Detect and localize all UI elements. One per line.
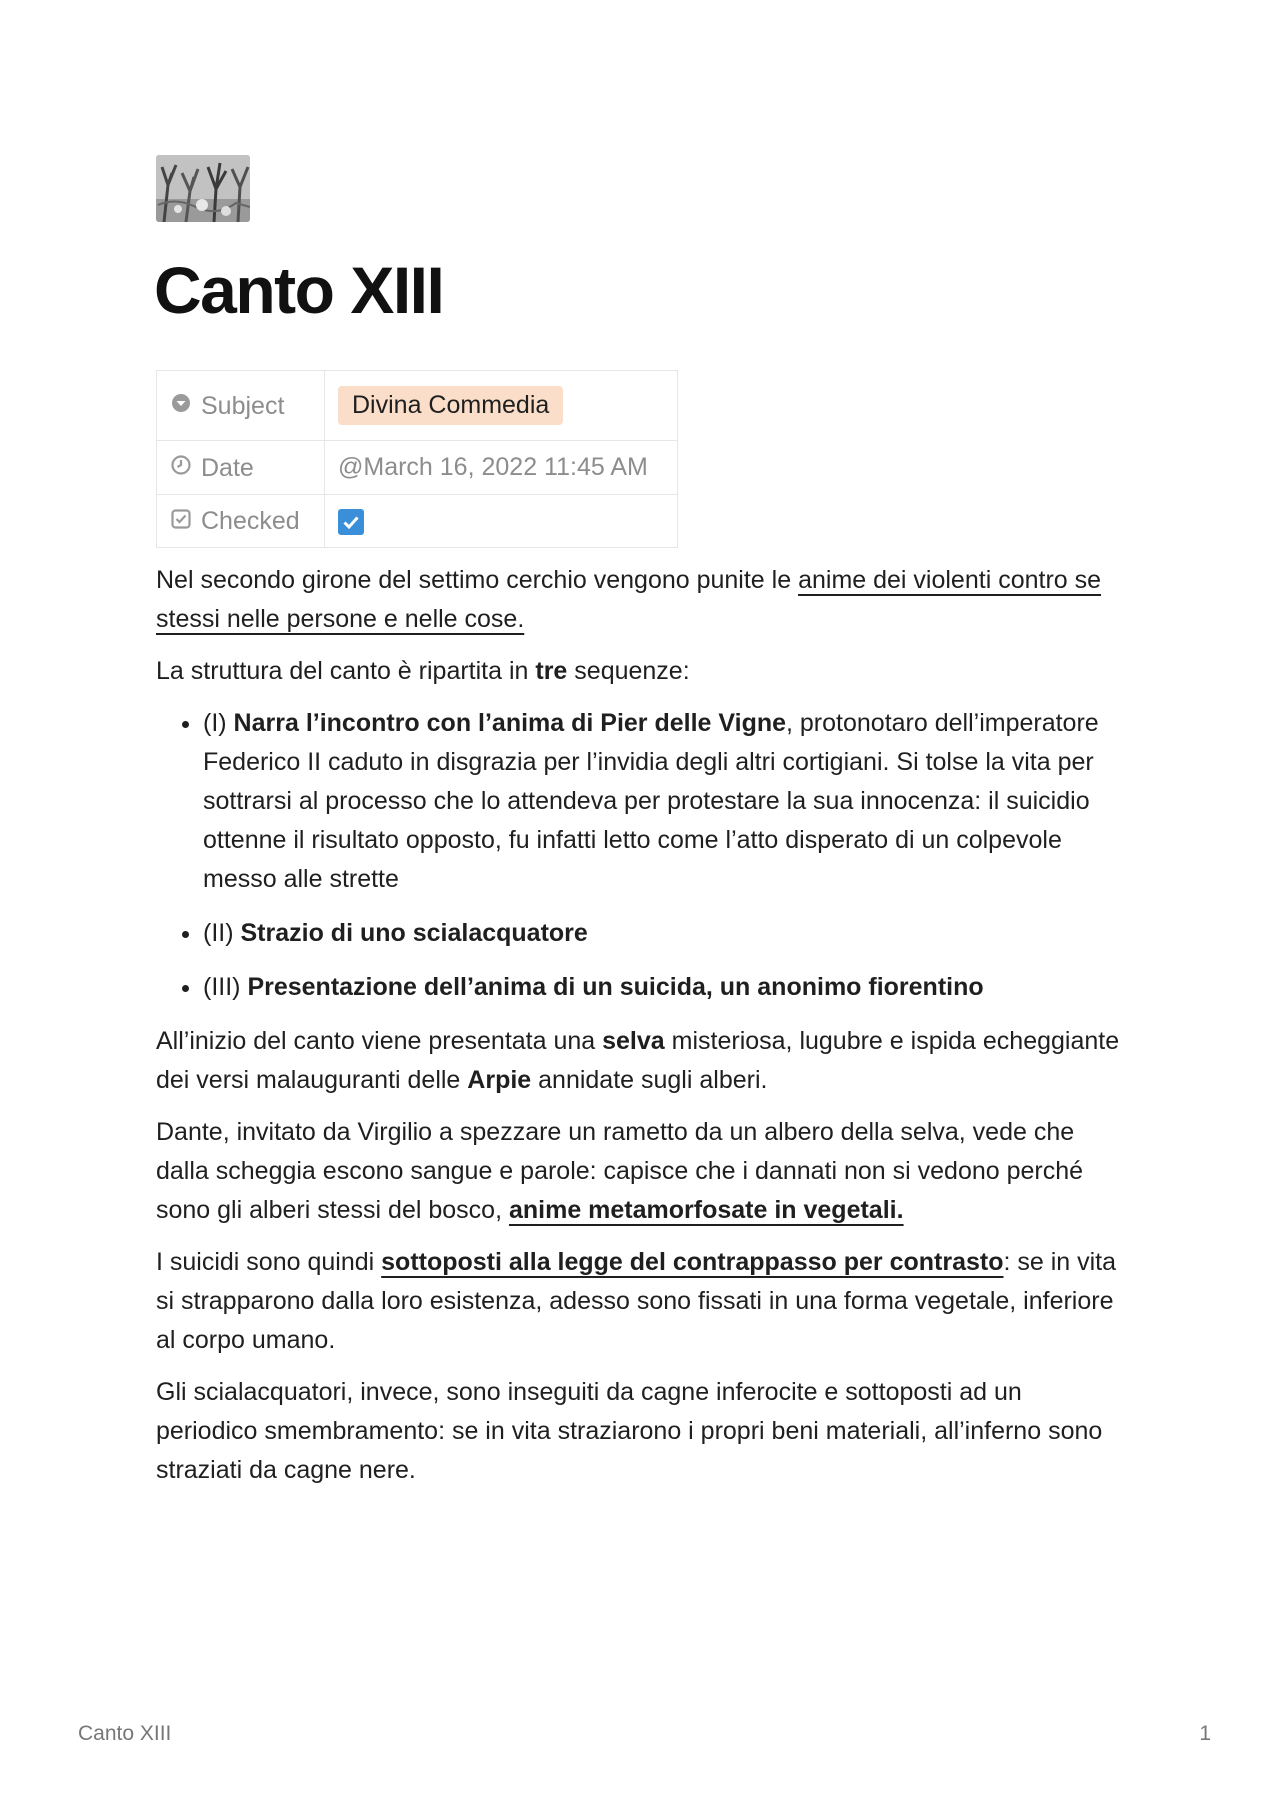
list-item: • (I) Narra l’incontro con l’anima di Pier delle Vigne, protonotaro dell’imperatore Federico II caduto in disgrazia per l’invidia degli altri cortigiani. Si tolse la vita per sottrarsi al processo che lo attendeva per protestare la sua innocenza: il suicidio ottenne il risultato opposto, fu infatti letto come l’atto disperato di un colpevole messo alle strette [202, 704, 1128, 899]
footer-title: Canto XIII [78, 1722, 172, 1745]
bold-text: Strazio di uno scialacquatore [240, 919, 588, 947]
property-key[interactable] [157, 441, 325, 495]
clock-icon [171, 453, 191, 482]
bold-underlined-text: sottoposti alla legge del contrappasso per contrasto [381, 1248, 1004, 1276]
list-item: • (II) Strazio di uno scialacquatore [202, 914, 1128, 953]
bulleted-list [156, 704, 1128, 1007]
checkmark-icon [338, 509, 364, 535]
list-item: • (III) Presentazione dell’anima di un suicida, un anonimo fiorentino [202, 968, 1128, 1007]
bold-text: Arpie [467, 1066, 532, 1094]
paragraph: I suicidi sono quindi sottoposti alla legge del contrappasso per contrasto: se in vita si strapparono dalla loro esistenza, adesso sono fissati in una forma vegetale, inferiore al corpo umano. [156, 1248, 1117, 1354]
checkbox-icon [171, 507, 191, 536]
properties-table [156, 370, 678, 548]
bold-text: tre [535, 657, 568, 685]
property-key[interactable] [157, 495, 325, 548]
property-key[interactable] [157, 371, 325, 441]
property-value [325, 495, 678, 548]
paragraph: Nel secondo girone del settimo cerchio vengono punite le anime dei violenti contro se stessi nelle persone e nelle cose. [156, 566, 1102, 633]
property-row-date [157, 441, 678, 495]
paragraph: Dante, invitato da Virgilio a spezzare un rametto da un albero della selva, vede che dalla scheggia escono sangue e parole: capisce che i dannati non si vedono perché sono gli alberi stessi del bosco, anime metamorfosate in vegetali. [156, 1118, 1084, 1224]
bold-text: Narra l’incontro con l’anima di Pier delle Vigne [233, 709, 787, 737]
bold-text: selva [602, 1027, 665, 1055]
footer-page-number: 1 [1199, 1722, 1211, 1745]
property-value[interactable] [325, 371, 678, 441]
checked-checkbox[interactable] [338, 509, 364, 535]
subject-tag[interactable]: Divina Commedia [338, 386, 563, 425]
paragraph: Gli scialacquatori, invece, sono inseguiti da cagne inferocite e sottoposti ad un periodico smembramento: se in vita straziarono i propri beni materiali, all’inferno sono straziati da cagne nere. [156, 1378, 1103, 1484]
select-icon [171, 391, 191, 420]
property-label: Checked [201, 506, 300, 535]
date-value[interactable]: @March 16, 2022 11:45 AM [325, 441, 678, 495]
property-label: Date [201, 453, 254, 482]
forest-engraving-icon [156, 155, 250, 222]
property-row-checked [157, 495, 678, 548]
bold-text: Presentazione dell’anima di un suicida, un anonimo fiorentino [247, 973, 984, 1001]
property-row-subject [157, 371, 678, 441]
paragraph: All’inizio del canto viene presentata una selva misteriosa, lugubre e ispida echeggiante dei versi malauguranti delle Arpie annidate sugli alberi. [156, 1027, 1120, 1094]
paragraph: La struttura del canto è ripartita in tre sequenze: [156, 657, 690, 685]
underlined-text: anime dei violenti contro se stessi nelle persone e nelle cose. [156, 566, 1102, 633]
bold-underlined-text: anime metamorfosate in vegetali. [508, 1196, 904, 1224]
page-content [156, 561, 1128, 1490]
page-title: Canto XIII [154, 253, 444, 327]
property-label: Subject [201, 391, 285, 420]
page [156, 155, 1128, 1503]
page-cover-image[interactable] [156, 155, 250, 222]
